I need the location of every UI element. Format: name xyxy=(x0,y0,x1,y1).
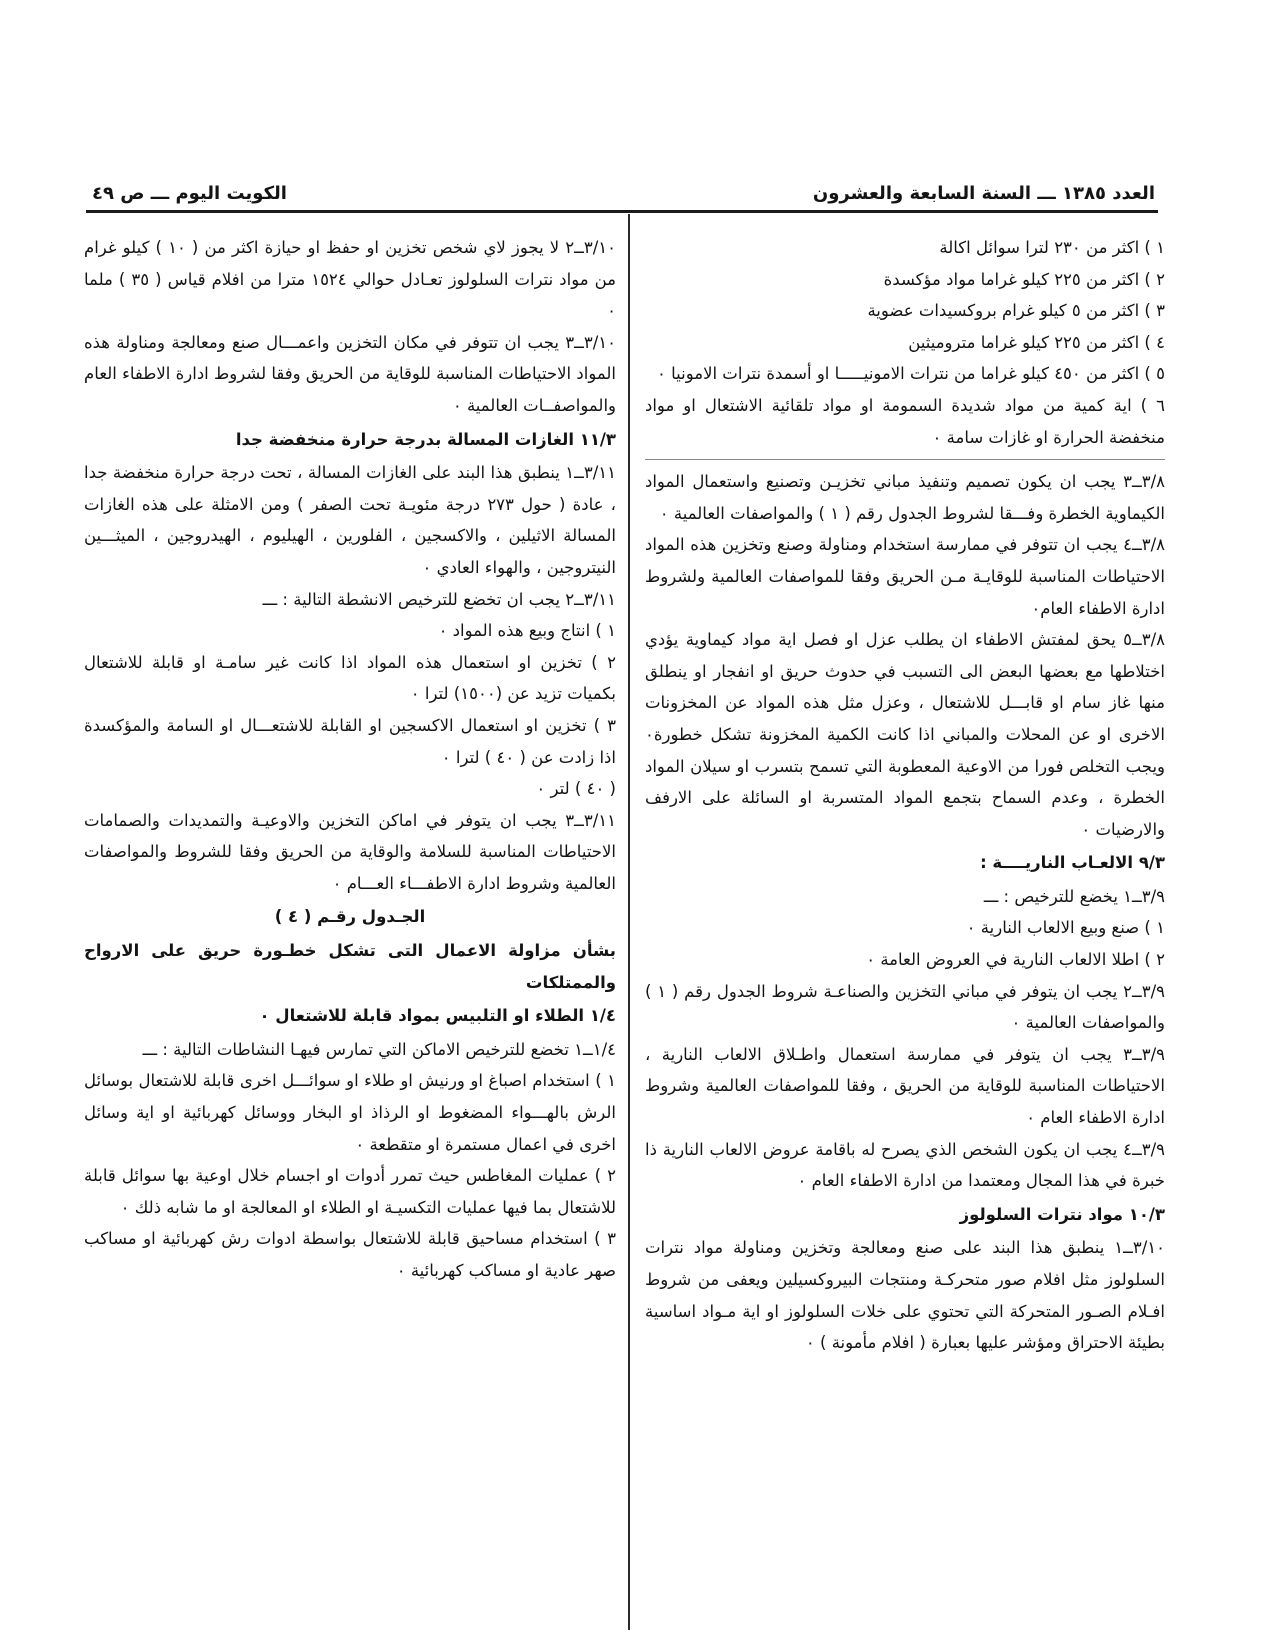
right-paragraph: ٣/٨ــ٥ يحق لمفتش الاطفاء ان يطلب عزل او فصل اية مواد كيماوية يؤدي اختلاطها مع بعضها البعض الى التسبب في حدوث حريق او انفجار او ينطلق منها غاز سام او قابـــل للاشتعال ، وعزل مثل هذه المواد عن المخزونات الاخرى او عن المحلات والمباني اذا كانت الكمية المخزونة تشكل خطورة٠ ويجب التخلص فورا من الاوعية المعطوبة التي تسمح بتسرب او سيلان المواد الخطرة ، وعدم السماح بتجمع المواد المتسربة او السائلة على الارفف والارضيات ٠ xyxy=(645,630,1165,839)
left-section-heading: ١١/٣ الغازات المسالة بدرجة حرارة منخفضة جدا xyxy=(235,429,616,449)
left-paragraph: ٣ ) استخدام مساحيق قابلة للاشتعال بواسطة ادوات رش كهربائية او مساكب صهر عادية او مساكب كهربائية ٠ xyxy=(84,1229,616,1280)
right-paragraph: ١ ) اكثر من ٢٣٠ لترا سوائل اكالة xyxy=(939,238,1165,257)
right-paragraph: ٢ ) اكثر من ٢٢٥ كيلو غراما مواد مؤكسدة xyxy=(883,269,1165,289)
right-paragraph: ٥ ) اكثر من ٤٥٠ كيلو غراما من نترات الامونيـــــا او أسمدة نترات الامونيا ٠ xyxy=(656,364,1165,384)
left-paragraph: ٣/١١ــ١ ينطبق هذا البند على الغازات المسالة ، تحت درجة حرارة منخفضة جدا ، عادة ( حول ٢٧٣ درجة مئويـة تحت الصفر ) ومن الامثلة على هذه الغازات المسالة الاثيلين ، والاكسجين ، الفلورين ، الهيليوم ، الهيدروجين ، الميثـــين النيتروجين ، والهواء العادي ٠ xyxy=(84,463,616,577)
left-paragraph: ٣/١١ــ٣ يجب ان يتوفر في اماكن التخزين والاوعيـة والتمديدات والصمامات الاحتياطات المناسبة للسلامة والوقاية من الحريق وفقا للشروط والمواصفات العالمية وشروط ادارة الاطفـــاء العـــام ٠ xyxy=(84,810,616,893)
left-section-heading: بشأن مزاولة الاعمال التى تشكل خطـورة حريق على الارواح والممتلكات xyxy=(84,941,616,992)
column-divider xyxy=(628,214,630,1630)
right-paragraph: ٣/١٠ــ١ ينطبق هذا البند على صنع ومعالجة وتخزين ومناولة مواد نترات السلولوز مثل افلام صور متحركـة ومنتجات البيروكسيلين ويعفى من شروط افـلام الصـور المتحركة التي تحتوي على خلات السلولوز او اية مـواد اساسية بطيئة الاحتراق ومؤشر عليها بعبارة ( افلام مأمونة ) ٠ xyxy=(645,1238,1165,1353)
right-paragraph: ٣/٩ــ٤ يجب ان يكون الشخص الذي يصرح له باقامة عروض الالعاب النارية ذا خبرة في هذا المجال ومعتمدا من ادارة الاطفاء العام ٠ xyxy=(645,1139,1165,1191)
left-section-heading: الجـدول رقـم ( ٤ ) xyxy=(274,907,426,927)
right-section-heading: ٩/٣ الالعـاب الناريــــة : xyxy=(980,853,1165,873)
publication-header: الكويت اليوم ـــ ص ٤٩ xyxy=(92,183,287,204)
left-paragraph: ٣/١١ــ٢ يجب ان تخضع للترخيص الانشطة التالية : ـــ xyxy=(262,589,616,609)
left-paragraph: ٣/١٠ــ٣ يجب ان تتوفر في مكان التخزين واعمـــال صنع ومعالجة ومناولة هذه المواد الاحتياطات المناسبة للوقاية من الحريق وفقا لشروط ادارة الاطفاء العام والمواصفــات العالمية ٠ xyxy=(84,332,616,415)
issue-header: العدد ١٣٨٥ ـــ السنة السابعة والعشرون xyxy=(812,183,1155,204)
left-paragraph: ٢ ) عمليات المغاطس حيث تمرر أدوات او اجسام خلال اوعية بها سوائل قابلة للاشتعال بما فيها عمليات التكسيـة او الطلاء او المعالجة او ما شابه ذلك ٠ xyxy=(84,1166,616,1217)
right-paragraph: ٣ ) اكثر من ٥ كيلو غرام بروكسيدات عضوية xyxy=(867,301,1165,321)
right-paragraph: ٣/٩ــ٢ يجب ان يتوفر في مباني التخزين والصناعـة شروط الجدول رقم ( ١ ) والمواصفات العالمية ٠ xyxy=(645,981,1165,1033)
right-paragraph: ٦ ) اية كمية من مواد شديدة السمومة او مواد تلقائية الاشتعال او مواد منخفضة الحرارة او غازات سامة ٠ xyxy=(645,395,1165,447)
right-paragraph: ١ ) صنع وبيع الالعاب النارية ٠ xyxy=(966,918,1165,938)
right-paragraph: ٢ ) اطلا الالعاب النارية في العروض العامة ٠ xyxy=(866,950,1165,970)
left-paragraph: ١ ) استخدام اصباغ او ورنيش او طلاء او سوائـــل اخرى قابلة للاشتعال بوسائل الرش بالهـــواء المضغوط او الرذاذ او البخار ووسائل كهربائية او اية وسائل اخرى في اعمال مستمرة او متقطعة ٠ xyxy=(84,1071,616,1154)
header-rule xyxy=(86,210,1158,213)
left-paragraph: ٣/١٠ــ٢ لا يجوز لاي شخص تخزين او حفظ او حيازة اكثر من ( ١٠ ) كيلو غرام من مواد نترات السلولوز تعـادل حوالي ١٥٢٤ مترا من افلام قياس ( ٣٥ ) ملما ٠ xyxy=(84,238,616,321)
right-paragraph: ٣/٩ــ٣ يجب ان يتوفر في ممارسة استعمال واطـلاق الالعاب النارية ، الاحتياطات المناسبة للوقاية من الحريق ، وفقا للمواصفات العالمية وشروط ادارة الاطفاء العام ٠ xyxy=(645,1044,1165,1128)
right-paragraph: ٣/٨ــ٣ يجب ان يكون تصميم وتنفيذ مباني تخزيـن وتصنيع واستعمال المواد الكيماوية الخطرة وفـــقا لشروط الجدول رقم ( ١ ) والمواصفات العالمية ٠ xyxy=(645,472,1165,523)
right-paragraph: ٣/٩ــ١ يخضع للترخيص : ـــ xyxy=(983,886,1165,906)
left-column xyxy=(84,232,616,1287)
left-paragraph: ١ ) انتاج وبيع هذه المواد ٠ xyxy=(438,621,616,641)
left-section-heading: ١/٤ الطلاء او التلبيس بمواد قابلة للاشتعال ٠ xyxy=(259,1006,616,1026)
right-column xyxy=(645,232,1165,1359)
left-paragraph: ٣ ) تخزين او استعمال الاكسجين او القابلة للاشتعـــال او السامة والمؤكسدة اذا زادت عن ( ٤٠ ) لترا ٠ xyxy=(84,715,616,767)
right-section-heading: ١٠/٣ مواد نترات السلولوز xyxy=(959,1204,1165,1224)
left-paragraph: ١/٤ــ١ تخضع للترخيص الاماكن التي تمارس فيهـا النشاطات التالية : ـــ xyxy=(142,1039,616,1059)
right-separator xyxy=(645,459,1165,460)
right-paragraph: ٣/٨ــ٤ يجب ان تتوفر في ممارسة استخدام ومناولة وصنع وتخزين هذه المواد الاحتياطات المناسبة للوقايـة مـن الحريق وفقا للمواصفات العالمية ولشروط ادارة الاطفاء العام٠ xyxy=(645,535,1165,618)
left-paragraph: ٢ ) تخزين او استعمال هذه المواد اذا كانت غير سامـة او قابلة للاشتعال بكميات تزيد عن (١٥٠٠) لترا ٠ xyxy=(84,652,616,704)
left-paragraph: ( ٤٠ ) لتر ٠ xyxy=(536,779,616,799)
right-paragraph: ٤ ) اكثر من ٢٢٥ كيلو غراما متروميثين xyxy=(908,332,1165,352)
